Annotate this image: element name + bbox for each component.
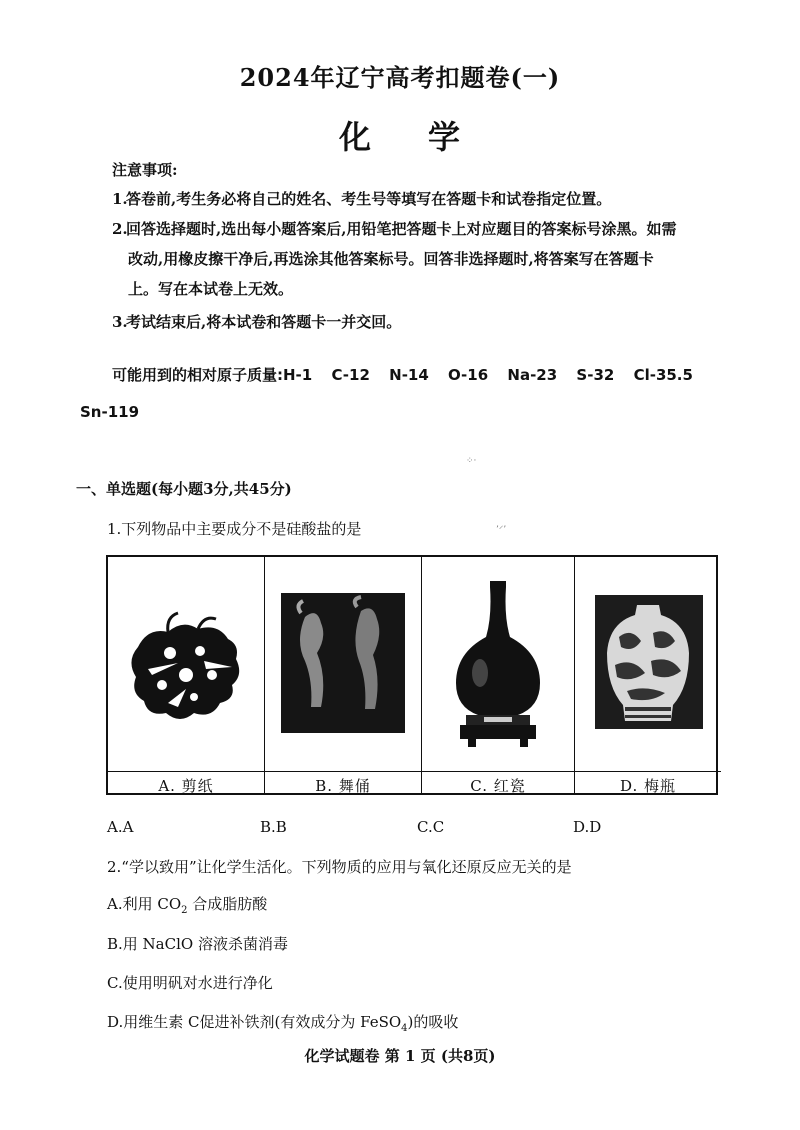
- caption-c: C. 红瓷: [422, 771, 574, 800]
- option-d: D.D: [573, 818, 602, 836]
- atomic-mass-label: 可能用到的相对原子质量:: [112, 366, 283, 384]
- subject-char-2: 学: [428, 118, 462, 156]
- option-d-subscript: 4: [401, 1023, 408, 1034]
- atomic-mass-cl: Cl-35.5: [633, 366, 693, 384]
- image-cell-plum-vase: [575, 557, 721, 793]
- notice-item-3: [112, 307, 752, 337]
- subject-char-1: 化: [338, 118, 372, 156]
- option-a-subscript: 2: [181, 905, 188, 916]
- atomic-mass-na: Na-23: [507, 366, 558, 384]
- option-c: C.C: [417, 818, 445, 836]
- caption-d: D. 梅瓶: [575, 771, 721, 800]
- section-heading: 一、单选题(每小题3分,共45分): [76, 480, 292, 498]
- notice-num: 3.: [112, 313, 128, 331]
- notice-num: 1.: [112, 190, 128, 208]
- notice-num: 2.: [112, 220, 128, 238]
- atomic-mass-h: H-1: [283, 366, 313, 384]
- option-d-text-tail: )的吸收: [407, 1013, 459, 1031]
- option-b: B.B: [260, 818, 287, 836]
- notice-item-1: [112, 184, 752, 214]
- notice-text-line3: 上。写在本试卷上无效。: [128, 280, 294, 298]
- red-porcelain-image: [422, 557, 574, 767]
- question-2-option-a: [107, 893, 267, 916]
- notice-text: 考试结束后,将本试卷和答题卡一并交回。: [126, 313, 402, 331]
- plum-vase-image: [575, 557, 721, 767]
- exam-title: 2024年辽宁高考扣题卷(一): [239, 63, 561, 92]
- atomic-mass-line: [112, 364, 772, 385]
- notice-text-line2: 改动,用橡皮擦干净后,再选涂其他答案标号。回答非选择题时,将答案写在答题卡: [128, 250, 654, 268]
- question-2-option-c: C.使用明矾对水进行净化: [107, 974, 273, 992]
- notice-text: 回答选择题时,选出每小题答案后,用铅笔把答题卡上对应题目的答案标号涂黑。如需: [126, 220, 677, 238]
- question-2-option-d: [107, 1011, 458, 1034]
- option-a: A.A: [107, 818, 134, 836]
- question-1-image-table: [106, 555, 718, 795]
- atomic-mass-o: O-16: [448, 366, 489, 384]
- question-2-option-b: B.用 NaClO 溶液杀菌消毒: [107, 935, 288, 953]
- option-a-text: A.利用 CO: [107, 895, 182, 913]
- scan-smudge-mark: ʼ⸍ʼ: [496, 525, 507, 535]
- notice-heading: 注意事项:: [112, 161, 178, 179]
- question-2-stem: 2.“学以致用”让化学生活化。下列物质的应用与氧化还原反应无关的是: [107, 858, 572, 876]
- atomic-mass-s: S-32: [576, 366, 615, 384]
- caption-a: A. 剪纸: [108, 771, 264, 800]
- image-cell-red-porcelain: [422, 557, 575, 793]
- atomic-mass-sn: Sn-119: [80, 403, 140, 421]
- notice-text: 答卷前,考生务必将自己的姓名、考生号等填写在答题卡和试卷指定位置。: [126, 190, 612, 208]
- option-d-text: D.用维生素 C促进补铁剂(有效成分为 FeSO: [107, 1013, 402, 1031]
- notice-item-2: [112, 214, 752, 304]
- subject-title: [0, 112, 800, 158]
- caption-b: B. 舞俑: [265, 771, 421, 800]
- image-cell-dance-figurine: [265, 557, 422, 793]
- page-footer: 化学试题卷 第 1 页 (共8页): [304, 1047, 496, 1065]
- option-a-text-tail: 合成脂肪酸: [187, 895, 268, 913]
- scan-smudge-mark: ⁘·: [466, 456, 477, 466]
- dance-figurine-image: [265, 557, 421, 767]
- image-cell-paper-cut: [108, 557, 265, 793]
- atomic-mass-n: N-14: [389, 366, 429, 384]
- question-1-stem: 1.下列物品中主要成分不是硅酸盐的是: [107, 520, 362, 538]
- paper-cut-image: [108, 557, 264, 767]
- atomic-mass-c: C-12: [331, 366, 370, 384]
